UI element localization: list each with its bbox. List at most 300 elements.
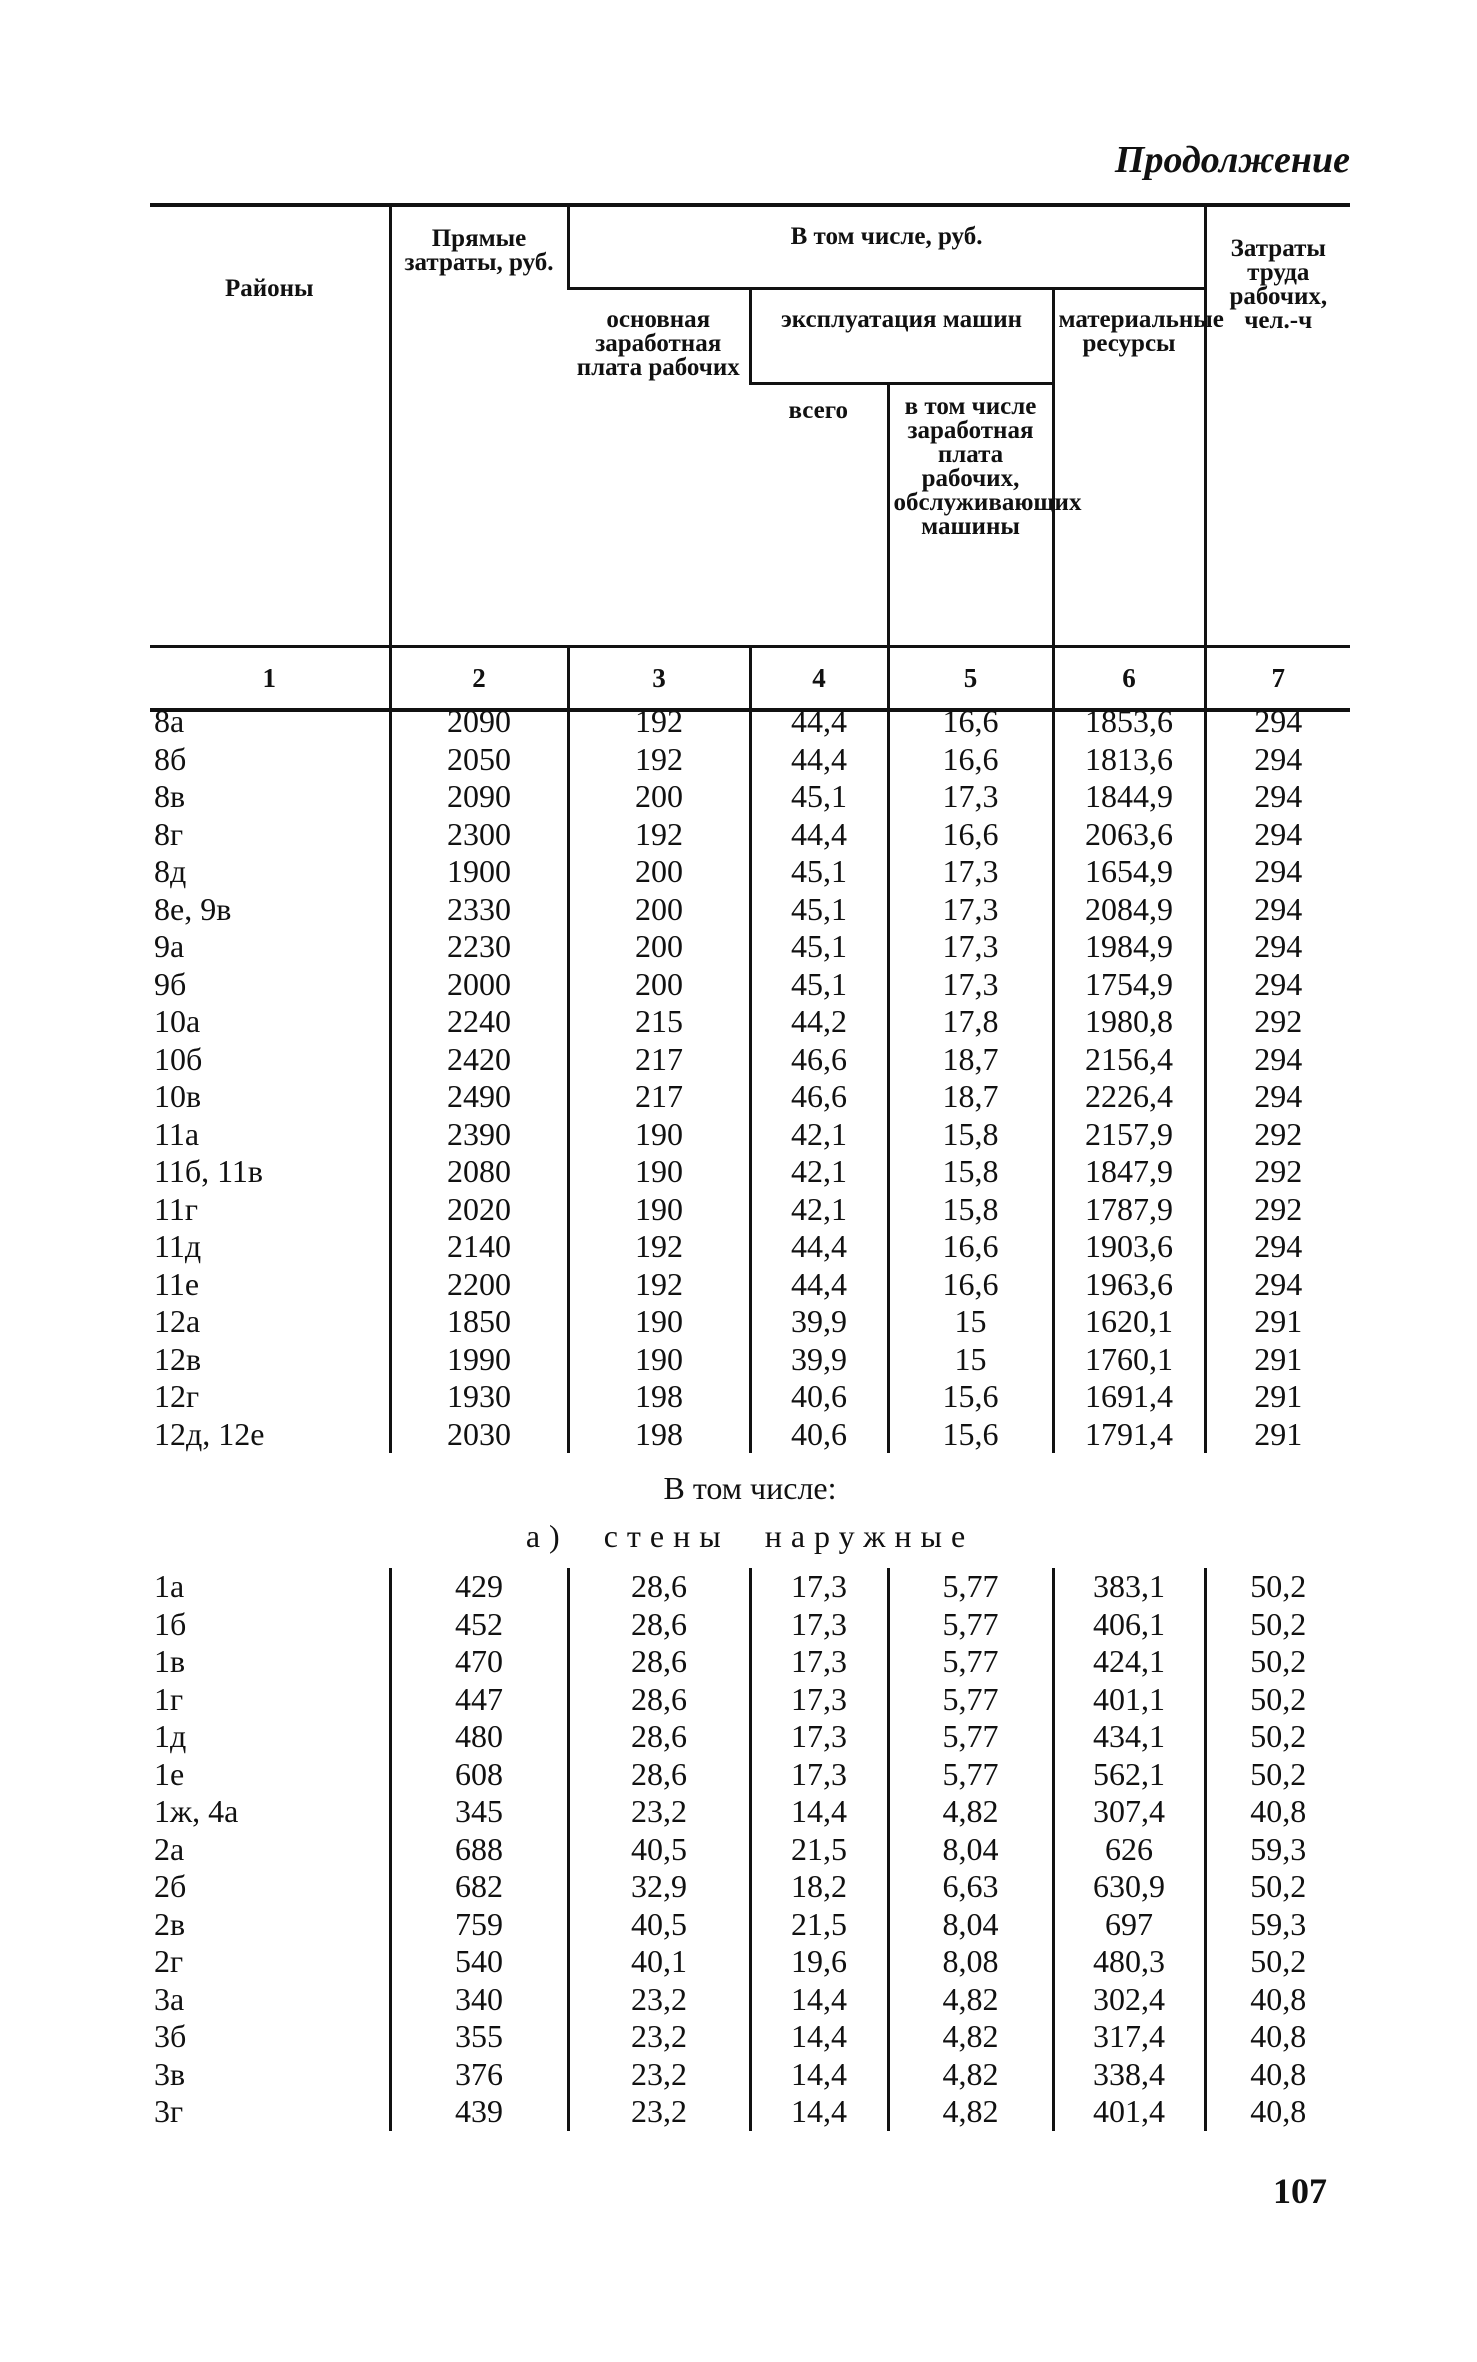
- value-cell: 15,6: [888, 1416, 1053, 1454]
- value-cell: 1654,9: [1053, 853, 1205, 891]
- table-row: [150, 2018, 1350, 2056]
- value-cell: 14,4: [750, 1981, 888, 2019]
- district-cell: 3а: [154, 1980, 185, 2017]
- value-cell: 292: [1205, 1116, 1350, 1154]
- table-row: [150, 1943, 1350, 1981]
- value-cell: 18,7: [888, 1041, 1053, 1079]
- district-cell: 2б: [154, 1868, 187, 1904]
- value-cell: 1754,9: [1053, 966, 1205, 1004]
- district-cell: 1г: [154, 1680, 184, 1717]
- district-cell: 9б: [154, 965, 187, 1002]
- value-cell: 540: [390, 1943, 568, 1981]
- value-cell: 4,82: [888, 2056, 1053, 2094]
- value-cell: 17,3: [750, 1643, 888, 1681]
- value-cell: 2084,9: [1053, 891, 1205, 929]
- table-row: [150, 778, 1350, 816]
- district-cell: 1а: [154, 1568, 185, 1604]
- value-cell: 294: [1205, 891, 1350, 929]
- value-cell: 200: [568, 778, 750, 816]
- district-cell: 12в: [154, 1340, 202, 1377]
- value-cell: 40,6: [750, 1378, 888, 1416]
- header-incl-wage: в том числе заработная плата рабочих, обслуживающих машины: [888, 384, 1053, 647]
- district-cell: 8в: [154, 778, 186, 814]
- value-cell: 217: [568, 1041, 750, 1079]
- value-cell: 21,5: [750, 1906, 888, 1944]
- value-cell: 17,3: [750, 1718, 888, 1756]
- value-cell: 1813,6: [1053, 741, 1205, 779]
- value-cell: 45,1: [750, 778, 888, 816]
- district-cell: 1б: [154, 1605, 187, 1642]
- value-cell: 292: [1205, 1191, 1350, 1229]
- value-cell: 682: [390, 1868, 568, 1906]
- value-cell: 17,3: [750, 1606, 888, 1644]
- value-cell: 45,1: [750, 966, 888, 1004]
- value-cell: 2390: [390, 1116, 568, 1154]
- value-cell: 40,8: [1205, 2018, 1350, 2056]
- value-cell: 376: [390, 2056, 568, 2094]
- table-row: [150, 966, 1350, 1004]
- column-number: 1: [150, 647, 390, 711]
- district-cell: 12д, 12е: [154, 1415, 265, 1452]
- value-cell: 28,6: [568, 1718, 750, 1756]
- value-cell: 14,4: [750, 1793, 888, 1831]
- value-cell: 200: [568, 853, 750, 891]
- district-cell: 2г: [154, 1943, 184, 1979]
- value-cell: 32,9: [568, 1868, 750, 1906]
- value-cell: 50,2: [1205, 1606, 1350, 1644]
- value-cell: 23,2: [568, 1981, 750, 2019]
- table-row: [150, 741, 1350, 779]
- value-cell: 291: [1205, 1378, 1350, 1416]
- value-cell: 5,77: [888, 1681, 1053, 1719]
- value-cell: 40,6: [750, 1416, 888, 1454]
- district-cell: 8а: [154, 703, 185, 739]
- district-cell: 10в: [154, 1078, 202, 1114]
- value-cell: 294: [1205, 741, 1350, 779]
- value-cell: 15,8: [888, 1191, 1053, 1229]
- value-cell: 17,3: [888, 891, 1053, 929]
- table-body-walls: [150, 1568, 1350, 2131]
- value-cell: 302,4: [1053, 1981, 1205, 2019]
- value-cell: 1903,6: [1053, 1228, 1205, 1266]
- value-cell: 17,8: [888, 1003, 1053, 1041]
- value-cell: 44,4: [750, 1266, 888, 1304]
- value-cell: 15: [888, 1341, 1053, 1379]
- value-cell: 17,3: [888, 778, 1053, 816]
- value-cell: 2140: [390, 1228, 568, 1266]
- value-cell: 50,2: [1205, 1643, 1350, 1681]
- value-cell: 340: [390, 1981, 568, 2019]
- district-cell: 10а: [154, 1003, 201, 1039]
- value-cell: 40,8: [1205, 2093, 1350, 2131]
- value-cell: 434,1: [1053, 1718, 1205, 1756]
- table-row: [150, 1906, 1350, 1944]
- district-cell: 8г: [154, 815, 184, 852]
- value-cell: 608: [390, 1756, 568, 1794]
- value-cell: 42,1: [750, 1153, 888, 1191]
- value-cell: 16,6: [888, 703, 1053, 741]
- value-cell: 190: [568, 1341, 750, 1379]
- header-machine-operation: эксплуатация машин: [750, 289, 1053, 384]
- value-cell: 40,8: [1205, 1793, 1350, 1831]
- value-cell: 1984,9: [1053, 928, 1205, 966]
- column-number: 5: [888, 647, 1053, 711]
- table-row: [150, 1191, 1350, 1229]
- district-cell: 1в: [154, 1643, 186, 1679]
- value-cell: 2090: [390, 703, 568, 741]
- value-cell: 39,9: [750, 1341, 888, 1379]
- value-cell: 23,2: [568, 2018, 750, 2056]
- header-including: В том числе, руб.: [568, 205, 1205, 289]
- value-cell: 19,6: [750, 1943, 888, 1981]
- value-cell: 2230: [390, 928, 568, 966]
- value-cell: 17,3: [750, 1756, 888, 1794]
- value-cell: 294: [1205, 816, 1350, 854]
- value-cell: 4,82: [888, 1981, 1053, 2019]
- value-cell: 40,5: [568, 1831, 750, 1869]
- value-cell: 8,08: [888, 1943, 1053, 1981]
- value-cell: 307,4: [1053, 1793, 1205, 1831]
- value-cell: 294: [1205, 778, 1350, 816]
- value-cell: 15,8: [888, 1116, 1053, 1154]
- value-cell: 14,4: [750, 2056, 888, 2094]
- value-cell: 59,3: [1205, 1906, 1350, 1944]
- district-cell: 3в: [154, 2055, 186, 2092]
- value-cell: 429: [390, 1568, 568, 1606]
- value-cell: 8,04: [888, 1906, 1053, 1944]
- value-cell: 2090: [390, 778, 568, 816]
- value-cell: 44,4: [750, 816, 888, 854]
- table-row: [150, 1041, 1350, 1079]
- table-row: [150, 1793, 1350, 1831]
- value-cell: 46,6: [750, 1078, 888, 1116]
- value-cell: 2240: [390, 1003, 568, 1041]
- value-cell: 2020: [390, 1191, 568, 1229]
- value-cell: 294: [1205, 1078, 1350, 1116]
- value-cell: 8,04: [888, 1831, 1053, 1869]
- value-cell: 17,3: [750, 1681, 888, 1719]
- value-cell: 1930: [390, 1378, 568, 1416]
- value-cell: 1850: [390, 1303, 568, 1341]
- value-cell: 16,6: [888, 741, 1053, 779]
- value-cell: 28,6: [568, 1568, 750, 1606]
- value-cell: 292: [1205, 1153, 1350, 1191]
- district-cell: 11е: [154, 1265, 200, 1302]
- table-row: [150, 1228, 1350, 1266]
- value-cell: 294: [1205, 966, 1350, 1004]
- value-cell: 200: [568, 966, 750, 1004]
- value-cell: 1760,1: [1053, 1341, 1205, 1379]
- value-cell: 697: [1053, 1906, 1205, 1944]
- value-cell: 562,1: [1053, 1756, 1205, 1794]
- value-cell: 42,1: [750, 1191, 888, 1229]
- value-cell: 45,1: [750, 853, 888, 891]
- value-cell: 688: [390, 1831, 568, 1869]
- value-cell: 5,77: [888, 1643, 1053, 1681]
- value-cell: 14,4: [750, 2018, 888, 2056]
- table-row: [150, 928, 1350, 966]
- value-cell: 46,6: [750, 1041, 888, 1079]
- value-cell: 50,2: [1205, 1756, 1350, 1794]
- table-row: [150, 1116, 1350, 1154]
- header-materials: материальные ресурсы: [1053, 289, 1205, 647]
- district-cell: 3г: [154, 2093, 184, 2129]
- table-row: [150, 2056, 1350, 2094]
- value-cell: 2000: [390, 966, 568, 1004]
- value-cell: 1691,4: [1053, 1378, 1205, 1416]
- district-cell: 8б: [154, 740, 187, 777]
- table-row: [150, 703, 1350, 741]
- table-row: [150, 1681, 1350, 1719]
- value-cell: 294: [1205, 1228, 1350, 1266]
- value-cell: 5,77: [888, 1568, 1053, 1606]
- value-cell: 50,2: [1205, 1718, 1350, 1756]
- value-cell: 17,3: [888, 928, 1053, 966]
- value-cell: 28,6: [568, 1681, 750, 1719]
- value-cell: 40,1: [568, 1943, 750, 1981]
- value-cell: 345: [390, 1793, 568, 1831]
- value-cell: 4,82: [888, 2093, 1053, 2131]
- value-cell: 44,4: [750, 1228, 888, 1266]
- value-cell: 40,8: [1205, 2056, 1350, 2094]
- value-cell: 42,1: [750, 1116, 888, 1154]
- value-cell: 16,6: [888, 816, 1053, 854]
- value-cell: 291: [1205, 1416, 1350, 1454]
- district-cell: 10б: [154, 1040, 203, 1077]
- district-cell: 11г: [154, 1190, 198, 1227]
- table-row: [150, 1831, 1350, 1869]
- value-cell: 190: [568, 1153, 750, 1191]
- value-cell: 439: [390, 2093, 568, 2131]
- table-header: [150, 203, 1350, 712]
- value-cell: 59,3: [1205, 1831, 1350, 1869]
- district-cell: 11а: [154, 1115, 200, 1152]
- value-cell: 28,6: [568, 1643, 750, 1681]
- value-cell: 50,2: [1205, 1568, 1350, 1606]
- value-cell: 291: [1205, 1303, 1350, 1341]
- value-cell: 6,63: [888, 1868, 1053, 1906]
- value-cell: 338,4: [1053, 2056, 1205, 2094]
- value-cell: 1787,9: [1053, 1191, 1205, 1229]
- district-cell: 1ж, 4а: [154, 1793, 239, 1829]
- value-cell: 401,1: [1053, 1681, 1205, 1719]
- value-cell: 2226,4: [1053, 1078, 1205, 1116]
- value-cell: 192: [568, 741, 750, 779]
- column-number: 2: [390, 647, 568, 711]
- value-cell: 18,7: [888, 1078, 1053, 1116]
- value-cell: 294: [1205, 928, 1350, 966]
- value-cell: 1980,8: [1053, 1003, 1205, 1041]
- value-cell: 44,2: [750, 1003, 888, 1041]
- district-cell: 3б: [154, 2018, 187, 2054]
- table-row: [150, 1718, 1350, 1756]
- column-number: 7: [1205, 647, 1350, 711]
- table-row: [150, 1153, 1350, 1191]
- value-cell: 17,3: [888, 853, 1053, 891]
- value-cell: 14,4: [750, 2093, 888, 2131]
- value-cell: 23,2: [568, 2056, 750, 2094]
- district-cell: 12г: [154, 1378, 200, 1414]
- value-cell: 21,5: [750, 1831, 888, 1869]
- value-cell: 2030: [390, 1416, 568, 1454]
- value-cell: 192: [568, 1228, 750, 1266]
- value-cell: 294: [1205, 703, 1350, 741]
- value-cell: 2200: [390, 1266, 568, 1304]
- value-cell: 294: [1205, 1266, 1350, 1304]
- value-cell: 50,2: [1205, 1681, 1350, 1719]
- district-cell: 1е: [154, 1755, 185, 1792]
- page-number: 107: [1273, 2171, 1327, 2211]
- district-cell: 11б, 11в: [154, 1153, 264, 1189]
- header-districts: Районы: [224, 275, 314, 302]
- value-cell: 23,2: [568, 2093, 750, 2131]
- value-cell: 1847,9: [1053, 1153, 1205, 1191]
- value-cell: 44,4: [750, 703, 888, 741]
- value-cell: 2490: [390, 1078, 568, 1116]
- district-cell: 1д: [154, 1718, 187, 1754]
- value-cell: 17,3: [750, 1568, 888, 1606]
- value-cell: 190: [568, 1116, 750, 1154]
- district-cell: 8е, 9в: [154, 890, 232, 927]
- table-row: [150, 1606, 1350, 1644]
- value-cell: 480: [390, 1718, 568, 1756]
- value-cell: 294: [1205, 1041, 1350, 1079]
- value-cell: 15,6: [888, 1378, 1053, 1416]
- value-cell: 383,1: [1053, 1568, 1205, 1606]
- value-cell: 4,82: [888, 2018, 1053, 2056]
- value-cell: 28,6: [568, 1606, 750, 1644]
- continuation-label: Продолжение: [1114, 139, 1350, 181]
- column-number: 4: [750, 647, 888, 711]
- value-cell: 28,6: [568, 1756, 750, 1794]
- district-cell: 2а: [154, 1830, 185, 1867]
- value-cell: 1844,9: [1053, 778, 1205, 816]
- value-cell: 1853,6: [1053, 703, 1205, 741]
- value-cell: 190: [568, 1191, 750, 1229]
- value-cell: 23,2: [568, 1793, 750, 1831]
- value-cell: 5,77: [888, 1718, 1053, 1756]
- value-cell: 2157,9: [1053, 1116, 1205, 1154]
- value-cell: 355: [390, 2018, 568, 2056]
- value-cell: 4,82: [888, 1793, 1053, 1831]
- value-cell: 45,1: [750, 891, 888, 929]
- value-cell: 16,6: [888, 1228, 1053, 1266]
- value-cell: 447: [390, 1681, 568, 1719]
- table-body-main: [150, 703, 1350, 1453]
- table-row: [150, 1643, 1350, 1681]
- value-cell: 217: [568, 1078, 750, 1116]
- table-row: [150, 1378, 1350, 1416]
- header-labor: Затраты труда рабочих, чел.-ч: [1205, 205, 1350, 647]
- value-cell: 1791,4: [1053, 1416, 1205, 1454]
- subtitle-walls: а) стены наружные: [525, 1518, 975, 1554]
- value-cell: 198: [568, 1378, 750, 1416]
- value-cell: 317,4: [1053, 2018, 1205, 2056]
- value-cell: 5,77: [888, 1606, 1053, 1644]
- value-cell: 630,9: [1053, 1868, 1205, 1906]
- table-row: [150, 1416, 1350, 1454]
- value-cell: 401,4: [1053, 2093, 1205, 2131]
- value-cell: 16,6: [888, 1266, 1053, 1304]
- value-cell: 2050: [390, 741, 568, 779]
- value-cell: 2420: [390, 1041, 568, 1079]
- value-cell: 759: [390, 1906, 568, 1944]
- column-numbers-row: [150, 647, 1350, 711]
- value-cell: 480,3: [1053, 1943, 1205, 1981]
- table-row: [150, 816, 1350, 854]
- value-cell: 40,8: [1205, 1981, 1350, 2019]
- district-cell: 2в: [154, 1905, 186, 1942]
- value-cell: 424,1: [1053, 1643, 1205, 1681]
- value-cell: 18,2: [750, 1868, 888, 1906]
- subtitle-including: В том числе:: [663, 1470, 837, 1506]
- value-cell: 190: [568, 1303, 750, 1341]
- table-row: [150, 1756, 1350, 1794]
- value-cell: 294: [1205, 853, 1350, 891]
- value-cell: 2080: [390, 1153, 568, 1191]
- value-cell: 452: [390, 1606, 568, 1644]
- value-cell: 17,3: [888, 966, 1053, 1004]
- table-row: [150, 1266, 1350, 1304]
- value-cell: 192: [568, 816, 750, 854]
- value-cell: 50,2: [1205, 1943, 1350, 1981]
- table-row: [150, 1868, 1350, 1906]
- table-row: [150, 1568, 1350, 1606]
- value-cell: 2300: [390, 816, 568, 854]
- value-cell: 40,5: [568, 1906, 750, 1944]
- column-number: 3: [568, 647, 750, 711]
- value-cell: 2156,4: [1053, 1041, 1205, 1079]
- value-cell: 470: [390, 1643, 568, 1681]
- value-cell: 44,4: [750, 741, 888, 779]
- value-cell: 1963,6: [1053, 1266, 1205, 1304]
- value-cell: 45,1: [750, 928, 888, 966]
- table-row: [150, 1981, 1350, 2019]
- value-cell: 291: [1205, 1341, 1350, 1379]
- value-cell: 198: [568, 1416, 750, 1454]
- table-row: [150, 1341, 1350, 1379]
- column-number: 6: [1053, 647, 1205, 711]
- value-cell: 215: [568, 1003, 750, 1041]
- value-cell: 39,9: [750, 1303, 888, 1341]
- district-cell: 12а: [154, 1303, 201, 1339]
- table-row: [150, 853, 1350, 891]
- value-cell: 292: [1205, 1003, 1350, 1041]
- district-cell: 9а: [154, 928, 185, 964]
- table-row: [150, 2093, 1350, 2131]
- district-cell: 8д: [154, 853, 187, 889]
- value-cell: 1990: [390, 1341, 568, 1379]
- value-cell: 2063,6: [1053, 816, 1205, 854]
- value-cell: 192: [568, 703, 750, 741]
- value-cell: 626: [1053, 1831, 1205, 1869]
- value-cell: 200: [568, 928, 750, 966]
- value-cell: 15,8: [888, 1153, 1053, 1191]
- value-cell: 200: [568, 891, 750, 929]
- table-row: [150, 1003, 1350, 1041]
- value-cell: 15: [888, 1303, 1053, 1341]
- value-cell: 1620,1: [1053, 1303, 1205, 1341]
- header-basic-wage: основная заработная плата рабочих: [568, 289, 750, 647]
- value-cell: 1900: [390, 853, 568, 891]
- district-cell: 11д: [154, 1228, 202, 1264]
- value-cell: 5,77: [888, 1756, 1053, 1794]
- value-cell: 2330: [390, 891, 568, 929]
- header-total: всего: [750, 384, 888, 647]
- value-cell: 50,2: [1205, 1868, 1350, 1906]
- table-row: [150, 1303, 1350, 1341]
- value-cell: 192: [568, 1266, 750, 1304]
